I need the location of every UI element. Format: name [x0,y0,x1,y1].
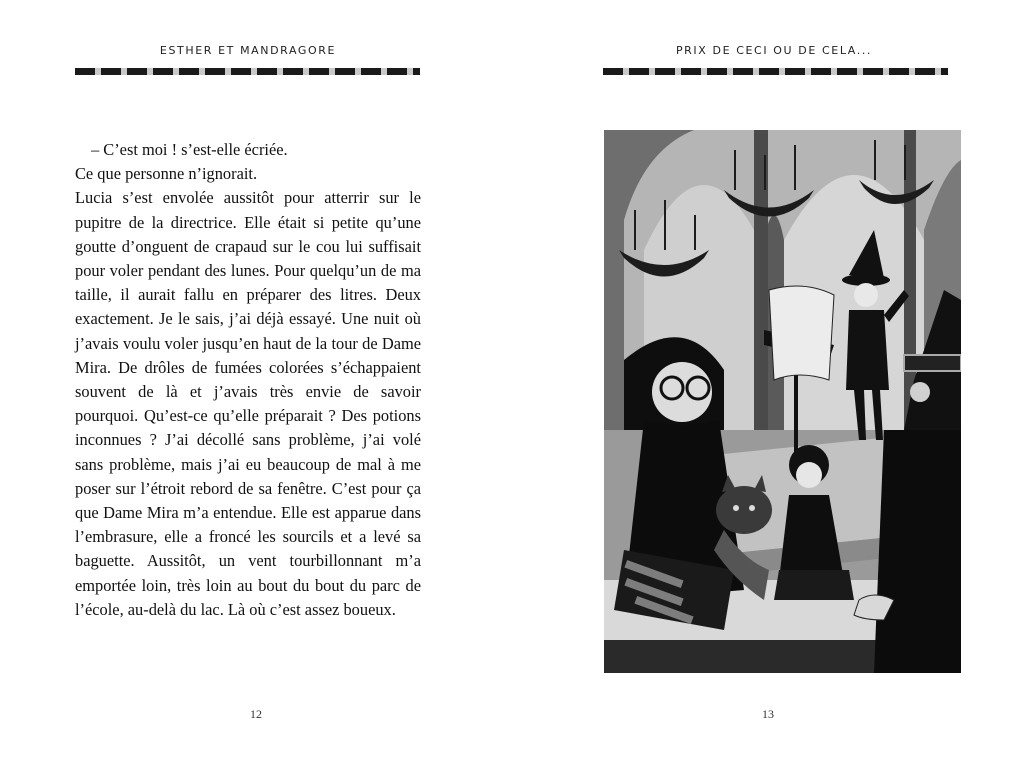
running-head-left: ESTHER ET MANDRAGORE [159,44,337,57]
illustration-witch-classroom [604,130,961,673]
page-number-right: 13 [762,707,774,721]
running-head-right: PRIX DE CECI OU DE CELA... [675,44,873,57]
dashed-rule-right [603,68,948,75]
page-number-left: 12 [250,707,262,721]
paragraph-short: Ce que personne n’ignorait. [75,164,258,184]
dashed-rule-left [75,68,420,75]
paragraph-dialogue: – C’est moi ! s’est-elle écriée. [91,140,288,159]
body-text [75,138,421,622]
right-page [512,0,1024,769]
paragraph-main: Lucia s’est envolée aussitôt pour atterrir sur le pupitre de la directrice. Elle était si petite qu’une goutte d’onguent de crapaud sur le cou lui suffisait pour voler pendant des lunes. Pour quelqu’un de ma taille, il aurait fallu en préparer des litres. Deux exactement. Je le sais, j’ai déjà essayé. Une nuit où j’avais voulu voler jusqu’en haut de la tour de Dame Mira. De drôles de fumées colorées s’échappaient souvent de là et j’avais très envie de savoir pourquoi. Qu’est-ce qu’elle préparait ? Des potions inconnues ? J’ai décollé sans problème, j’ai volé sans problème, mais j’ai eu beaucoup de mal à me poser sur l’étroit rebord de sa fenêtre. C’est pour ça que Dame Mira m’a entendue. Elle est apparue dans l’embrasure, elle a froncé les sourcils et a levé sa baguette. Aussitôt, un vent tourbillonnant m’a emportée loin, très loin au bout du bout du parc de l’école, au-delà du lac. Là où c’est assez boueux. [75,188,421,619]
